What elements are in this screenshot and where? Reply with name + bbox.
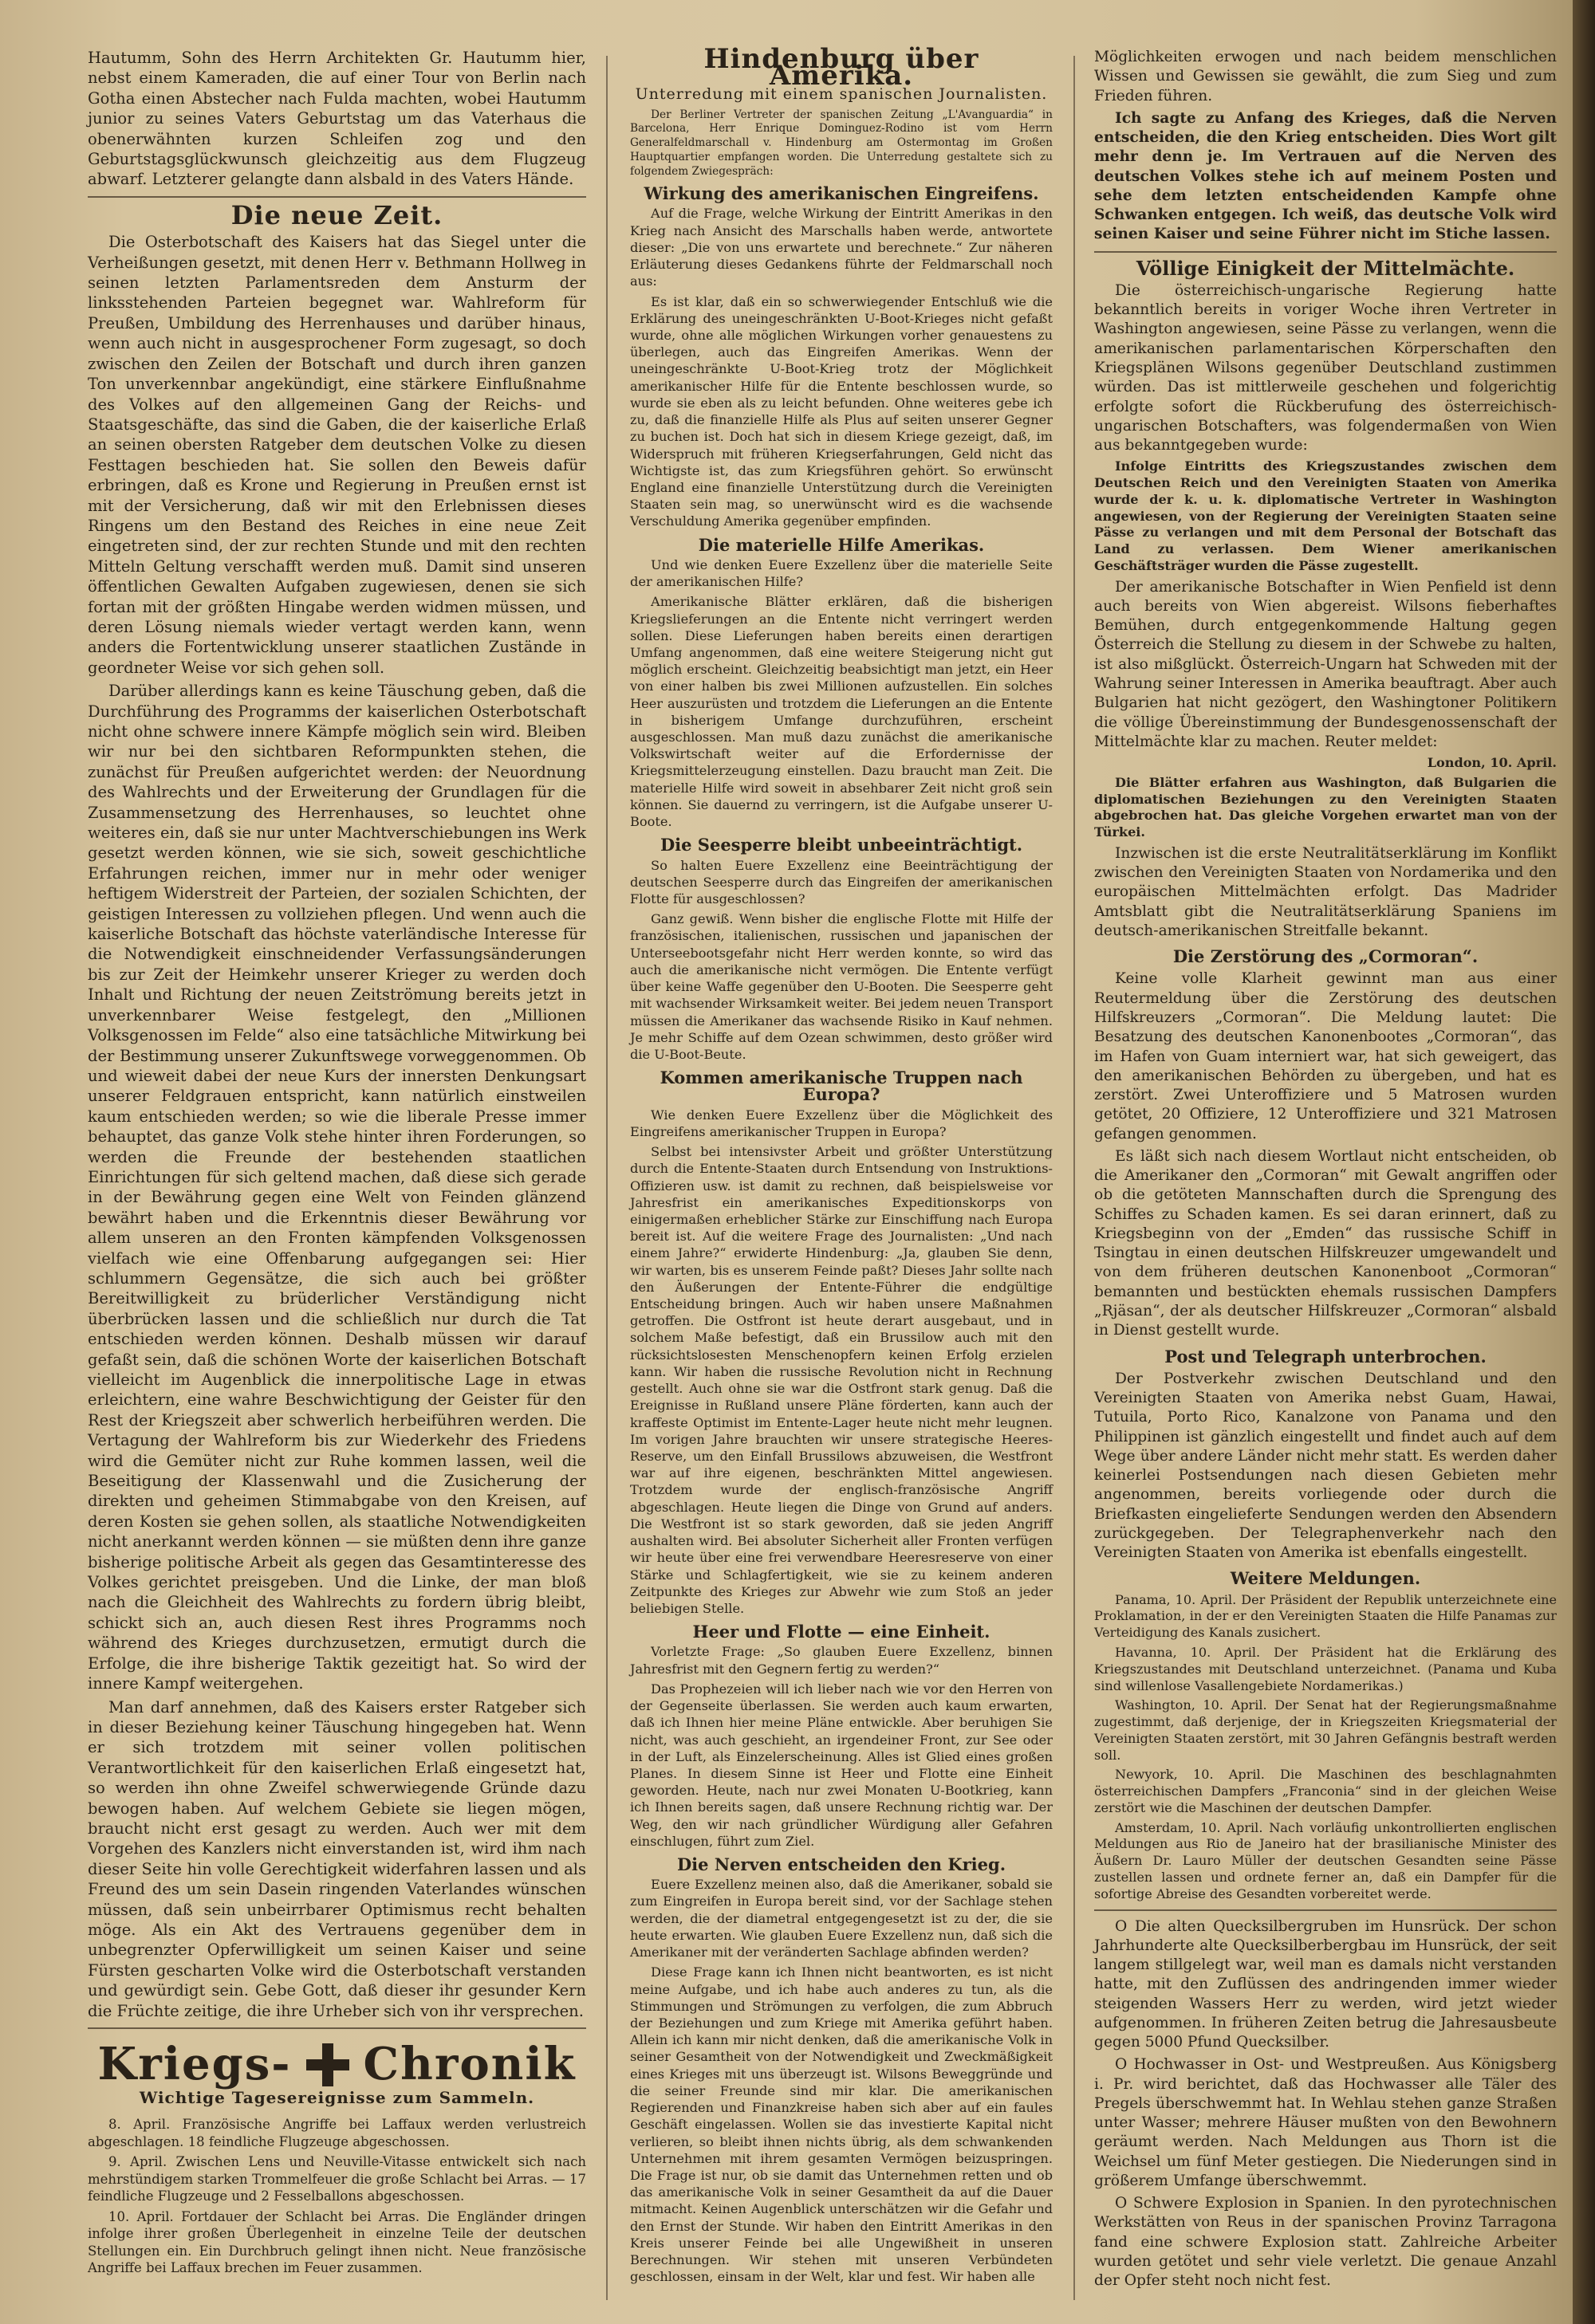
chronik-subtitle: Wichtige Tagesereignisse zum Sammeln.	[139, 2088, 535, 2107]
paragraph: Amerikanische Blätter erklären, daß die bisherigen Kriegslieferungen an die Entente nicht verringert werden sollen. Diese Lieferungen haben bereits einen derartigen Umfang angenommen, daß eine weitere Steigerung nicht gut möglich erscheint. Gleichzeitig beabsichtigt man jetzt, ein Heer von einer halben bis zwei Millionen aufzustellen. Ein solches Heer auszurüsten und trotzdem die Lieferungen an die Entente in bisherigem Umfange durchzuführen, erscheint ausgeschlossen. Man muß dazu zunächst die amerikanische Volkswirtschaft weiter auf die Erfordernisse der Kriegsmittelerzeugung einstellen. Dazu braucht man Zeit. Die materielle Hilfe wird soweit in absehbarer Zeit nicht groß sein können. Sie dauernd zu verringern, ist die Aufgabe unserer U-Boote.	[630, 594, 1053, 830]
section-heading: Die Nerven entscheiden den Krieg.	[676, 1854, 1006, 1875]
article-continuation: Möglichkeiten erwogen und nach beidem menschlichen Wissen und Gewissen sie gewählt, die zum Sieg und zum Frieden führen.	[1094, 49, 1557, 104]
kriegs-chronik-header	[88, 2038, 586, 2091]
intro-paragraph: Der Berliner Vertreter der spanischen Zeitung „L'Avanguardia“ in Barcelona, Herr Enrique Dominguez-Rodino ist vom Herrn Generalfeldmarschall v. Hindenburg am Ostermontag im Großen Hauptquartier empfangen worden. Die Unterredung gestaltete sich zu folgendem Zwiegespräch:	[630, 108, 1053, 178]
section-heading: Wirkung des amerikanischen Eingreifens.	[644, 183, 1039, 204]
news-item: O Hochwasser in Ost- und Westpreußen. Aus Königsberg i. Pr. wird berichtet, daß das Hochwasser alle Täler des Pregels überschwemmt hat. In Wehlau stehen ganze Straßen unter Wasser; mehrere Häuser mußten von den Bewohnern geräumt werden. Nach Meldungen aus Thorn ist die Weichsel um fünf Meter gestiegen. Die Niederungen sind in größerem Umfange überschwemmt.	[1094, 2056, 1557, 2189]
news-item: Amsterdam, 10. April. Nach vorläufig unkontrollierten englischen Meldungen aus Rio de Janeiro hat der brasilianische Minister des Äußern Dr. Lauro Müller der deutschen Gesandten seine Pässe zustellen lassen und ordnete ferner an, daß ein Dampfer für die sofortige Abreise des Gesandten vorbereitet werde.	[1094, 1819, 1557, 1901]
news-item: Panama, 10. April. Der Präsident der Republik unterzeichnete eine Proklamation, in der er den Vereinigten Staaten die Hilfe Panamas zur Verteidigung des Kanals zusichert.	[1094, 1591, 1557, 1641]
paragraph: Keine volle Klarheit gewinnt man aus einer Reutermeldung über die Zerstörung des deutschen Hilfskreuzers „Cormoran“. Die Meldung lautet: Die Besatzung des deutschen Kanonenbootes „Cormoran“, das im Hafen von Guam interniert war, hat sich geweigert, das den amerikanischen Behörden zu übergeben, und hat es zerstört. Zwei Unteroffiziere und 5 Matrosen wurden getötet, 20 Offiziere, 12 Unteroffiziere und 321 Matrosen gefangen genommen.	[1094, 970, 1557, 1142]
column-3	[1094, 48, 1557, 2295]
chronik-entry: 8. April. Französische Angriffe bei Laffaux werden verlustreich abgeschlagen. 18 feindliche Flugzeuge abgeschossen.	[88, 2117, 586, 2149]
paragraph: Infolge Eintritts des Kriegszustandes zwischen dem Deutschen Reich und den Vereinigten Staaten von Amerika wurde der k. u. k. diplomatische Vertreter in Washington angewiesen, von der Regierung der Vereinigten Staaten seine Pässe zu verlangen und mit dem Personal der Botschaft das Land zu verlassen. Dem Wiener amerikanischen Geschäftsträger wurden die Pässe zugestellt.	[1094, 458, 1557, 573]
chronik-entry: 9. April. Zwischen Lens und Neuville-Vitasse entwickelt sich nach mehrstündigem starken Trommelfeuer die große Schlacht bei Arras. — 17 feindliche Flugzeuge und 2 Fesselballons abgeschossen.	[88, 2154, 586, 2204]
column-rule-2	[1073, 56, 1075, 2300]
section-heading: Weitere Meldungen.	[1230, 1568, 1421, 1589]
subheadline: Unterredung mit einem spanischen Journalisten.	[635, 85, 1048, 104]
chronik-title-right: Chronik	[363, 2038, 577, 2091]
article-continuation: Hautumm, Sohn des Herrn Architekten Gr. Hautumm hier, nebst einem Kameraden, die auf einer Tour von Berlin nach Gotha einen Abstecher nach Fulda machten, wobei Hautumm junior zu seines Vaters Geburtstag um das Vaterhaus die obenerwähnten kurzen Schleifen zog und den Geburtstagsglückwunsch gleichzeitig aus dem Flugzeug abwarf. Letzterer gelangte dann alsbald in des Vaters Hände.	[88, 49, 586, 189]
paragraph: Man darf annehmen, daß des Kaisers erster Ratgeber sich in dieser Beziehung keiner Täuschung hingegeben hat. Wenn er sich trotzdem mit seiner vollen politischen Verantwortlichkeit für den kaiserlichen Erlaß eingesetzt hat, so werden ihn ohne Zweifel schwerwiegende Gründe dazu bewogen haben. Auf welchem Gebiete sie liegen mögen, braucht nicht erst gesagt zu werden. Auch wer mit dem Vorgehen des Kanzlers nicht einverstanden ist, wird ihm nach dieser Seite hin volle Gerechtigkeit widerfahren lassen und als Freund des um sein Dasein ringenden Vaterlandes wünschen müssen, daß sein unbeirrbarer Optimismus recht behalten möge. Als ein Akt des Vertrauens gegenüber dem in unbegrenzter Opferwilligkeit um seinen Kaiser und seine Fürsten gescharten Volke wird die Osterbotschaft verstanden und gewürdigt sein. Gebe Gott, daß dieser ihr gesunder Kern die Früchte zeitige, die ihre Urheber sich von ihr versprechen.	[88, 1697, 586, 2020]
paragraph: Euere Exzellenz meinen also, daß die Amerikaner, sobald sie zum Eingreifen in Europa bereit sind, vor der Sachlage stehen werden, die der diametral entgegengesetzt ist zu der, die sie heute erwarten. Wie glauben Euere Exzellenz nun, daß sich die Amerikaner mit der veränderten Sachlage abfinden werden?	[630, 1877, 1053, 1960]
paragraph: Der amerikanische Botschafter in Wien Penfield ist denn auch bereits von Wien abgereist. Wilsons fieberhaftes Bemühen, durch entgegenkommende Haltung gegen Österreich die Stellung zu diesem in der Schwebe zu halten, ist also mißglückt. Österreich-Ungarn hat Schweden mit der Wahrung seiner Interessen in Amerika beauftragt. Aber auch Bulgarien hat nicht gezögert, den Washingtoner Politikern die völlige Übereinstimmung der Bundesgenossenschaft der Mittelmächte klar zu machen. Reuter meldet:	[1094, 578, 1557, 750]
divider	[88, 2027, 586, 2029]
iron-cross-icon	[306, 2043, 349, 2086]
column-rule-1	[606, 56, 608, 2300]
paragraph: Die Osterbotschaft des Kaisers hat das Siegel unter die Verheißungen gesetzt, mit denen Herr v. Bethmann Hollweg in seinen letzten Parlamentsreden dem Ansturm der linksstehenden Parteien begegnet war. Wahlreform für Preußen, Umbildung des Herrenhauses und darüber hinaus, wenn auch nicht in ausgesprochener Form zugesagt, so doch zwischen den Zeilen der Botschaft und durch ihren ganzen Ton unverkennbar angekündigt, eine stärkere Einflußnahme des Volkes auf den allgemeinen Gang der Reichs- und Staatsgeschäfte, das sind die Gaben, die der kaiserliche Erlaß an seinen obersten Ratgeber dem deutschen Volke zu diesen Festtagen beschieden hat. Sie sollen den Beweis dafür erbringen, daß es Krone und Regierung in Preußen ernst ist mit der Versicherung, daß wir mit den Erlebnissen dieses Ringens um den Bestand des Reiches in eine neue Zeit eingetreten sind, der zur rechten Stunde und mit den rechten Mitteln Geltung verschafft werden muß. Damit sind unseren öffentlichen Gewalten Aufgaben zugewiesen, denen sie sich fortan mit der größten Hingabe werden widmen müssen, und deren Lösung niemals wieder vertagt werden kann, wenn anders die Fortentwicklung unserer staatlichen Zustände in geordneter Weise vor sich gehen soll.	[88, 233, 586, 677]
chronik-entry: 10. April. Fortdauer der Schlacht bei Arras. Die Engländer dringen infolge ihrer großen Überlegenheit in einzelne Teile der deutschen Stellungen ein. Ein Durchbruch gelingt ihnen nicht. Neue französische Angriffe bei Laffaux brechen im Feuer zusammen.	[88, 2208, 586, 2276]
paragraph: Diese Frage kann ich Ihnen nicht beantworten, es ist nicht meine Aufgabe, und ich habe auch anderes zu tun, als die Stimmungen und Strömungen zu verfolgen, die zum Abbruch der Beziehungen und zum Kriege mit Amerika geführt haben. Allein ich kann mir nicht denken, daß die amerikanische Volk in seiner Gesamtheit von der Notwendigkeit und Zweckmäßigkeit eines Krieges mit uns überzeugt ist. Wilsons Beweggründe und die seiner Freunde sind mir klar. Die amerikanischen Regierenden und Finanzkreise haben sich aber auf ein faules Geschäft eingelassen. Wollen sie das investierte Kapital nicht verlieren, so bleibt ihnen nichts übrig, als dem schwankenden Unternehmen mit ihrem gesamten Vermögen beizuspringen. Die Frage ist nur, ob sie damit das Unternehmen retten und ob das amerikanische Volk in seiner Gesamtheit da auf die Dauer mitmacht. Keinen Augenblick unterschätzen wir die Gefahr und den Ernst der Stunde. Wir haben den Eintritt Amerikas in den Kreis unserer Feinde bei alle Ungewißheit in unseren Berechnungen. Wir stehen mit unseren Verbündeten geschlossen, einsam in der Welt, klar und fest. Wir haben alle	[630, 1964, 1053, 2285]
paragraph: Ganz gewiß. Wenn bisher die englische Flotte mit Hilfe der französischen, italienischen, russischen und japanischen der Unterseebootsgefahr nicht Herr werden konnte, so wird das auch die amerikanische nicht vermögen. Die Entente verfügt über keine Waffe gegenüber den U-Booten. Die Seesperre geht mit wachsender Wirksamkeit weiter. Bei jedem neuen Transport müssen die Amerikaner das wachsende Risiko in Kauf nehmen. Je mehr Schiffe auf dem Ozean schwimmen, desto größer wird die U-Boot-Beute.	[630, 911, 1053, 1062]
paragraph: Wie denken Euere Exzellenz über die Möglichkeit des Eingreifens amerikanischer Truppen in Europa?	[630, 1107, 1053, 1139]
paragraph: Die österreichisch-ungarische Regierung hatte bekanntlich bereits in voriger Woche ihren Vertreter in Washington angewiesen, seine Pässe zu verlangen, wenn die amerikanischen parlamentarischen Körperschaften den Kriegsplänen Wilsons gegenüber Deutschland zustimmen würden. Das ist mittlerweile geschehen und folgerichtig erfolgte sofort die Rückberufung des österreichisch-ungarischen Botschafters, was folgendermaßen von Wien aus bekanntgegeben wurde:	[1094, 281, 1557, 454]
paragraph: Vorletzte Frage: „So glauben Euere Exzellenz, binnen Jahresfrist mit den Gegnern fertig zu werden?“	[630, 1644, 1053, 1677]
paragraph: Darüber allerdings kann es keine Täuschung geben, daß die Durchführung des Programms der kaiserlichen Osterbotschaft nicht ohne schwere innere Kämpfe möglich sein wird. Bleiben wir nur bei den sichtbaren Reformpunkten stehen, die zunächst für Preußen aufgerichtet werden: der Neuordnung des Wahlrechts und der Erweiterung der Grundlagen für die Zusammensetzung des Herrenhauses, so leuchtet ohne weiteres ein, daß sie nur unter Machtverschiebungen ins Werk gesetzt werden können, wie sie sich, soweit geschichtliche Erfahrungen reichen, immer nur in mehr oder weniger heftigem Widerstreit der Parteien, der sozialen Schichten, der geistigen Interessen zu vollziehen pflegen. Und wenn auch die kaiserliche Botschaft das höchste vaterländische Interesse für die Notwendigkeit einschneidender Verfassungsänderungen bis zur Zeit der Heimkehr unserer Krieger zu werden doch Inhalt und Richtung der neuen Zeitströmung bereits jetzt in unverkennbarer Weise festgelegt, den „Millionen Volksgenossen im Felde“ also eine tatsächliche Mitwirkung bei der Bestimmung unserer Zukunftswege vorweggenommen. Ob und wieweit dabei der neue Kurs der innersten Denkungsart unserer Feldgrauen entspricht, kann natürlich einstweilen kaum entschieden werden; so wie die liberale Presse immer behauptet, das ganze Volk stehe hinter ihren Forderungen, so werden die Freunde der bestehenden staatlichen Einrichtungen für sich geltend machen, daß diese sich gerade in der Bewährung gegen eine Welt von Feinden glänzend bewährt haben und die Erkenntnis dieser Bewährung vor allem unseren an den Fronten kämpfenden Volksgenossen vielfach wie eine Offenbarung aufgegangen sei: Hier schlummern Gegensätze, die sich auch bei größter Bereitwilligkeit zu brüderlicher Verständigung nicht überbrücken lassen und die schließlich nur durch die Tat entschieden werden können. Deshalb müssen wir darauf gefaßt sein, daß die schönen Worte der kaiserlichen Botschaft vielleicht im Augenblick die innerpolitische Lage in etwas erleichtern, eine wahre Beschwichtigung der Geister für den Rest der Kriegszeit aber schwerlich herbeiführen werden. Die Vertagung der Wahlreform bis zur Wiederkehr des Friedens wird die Gemüter nicht zur Ruhe kommen lassen, weil die Beseitigung der Klassenwahl und die Zusicherung der direkten und geheimen Stimmabgabe von den Kreisen, auf deren Kosten sie gehen sollen, als staatliche Notwendigkeiten nicht anerkannt werden können — sie müßten denn ihre ganze bisherige politische Arbeit als gegen das Gesamtinteresse des Volkes gerichtet preisgeben. Und die Linke, der man bloß nach die Gleichheit des Wahlrechts zu fordern übrig bleibt, schickt sich an, auch diesen Rest ihres Programms noch während des Krieges durchzusetzen, ermutigt durch die Erfolge, die ihre bisherige Taktik gezeitigt hat. So wird der innere Kampf weitergehen.	[88, 682, 586, 1693]
quote-paragraph: Ich sagte zu Anfang des Krieges, daß die Nerven entscheiden, die den Krieg entscheiden. Dies Wort gilt mehr denn je. Im Vertrauen auf die Nerven des deutschen Volkes stehe ich auf meinem Posten und sehe dem letzten entscheidenden Kampfe ohne Schwanken entgegen. Ich weiß, das deutsche Volk wird seinen Kaiser und seine Führer nicht im Stiche lassen.	[1094, 109, 1557, 243]
headline-hindenburg: Hindenburg über Amerika.	[703, 43, 979, 92]
paragraph: Die Blätter erfahren aus Washington, daß Bulgarien die diplomatischen Beziehungen zu den Vereinigten Staaten abgebrochen hat. Das gleiche Vorgehen erwartet man von der Türkei.	[1094, 774, 1557, 840]
section-heading: Heer und Flotte — eine Einheit.	[692, 1622, 990, 1642]
paragraph: Selbst bei intensivster Arbeit und größter Unterstützung durch die Entente-Staaten durch Entsendung von Instruktions-Offizieren usw. ist damit zu rechnen, daß beispielsweise vor Jahresfrist ein amerikanisches Expeditionskorps von einigermaßen erheblicher Stärke zur Einschiffung nach Europa bereit ist. Auf die weitere Frage des Journalisten: „Und nach einem Jahre?“ erwiderte Hindenburg: „Ja, glauben Sie denn, wir warten, bis es unserem Feinde paßt? Dieses Jahr sollte nach den Äußerungen der Entente-Führer die endgültige Entscheidung bringen. Auch wir haben unsere Maßnahmen getroffen. Die Ostfront ist heute derart ausgebaut, und in solchem Maße befestigt, daß ein Brussilow auch mit den rücksichtslosesten Menschenopfern keinen Erfolg erzielen kann. Wir haben die russische Revolution nicht in Rechnung gestellt. Auch ohne sie war die Ostfront stark genug. Daß die Ereignisse in Rußland unsere Pläne förderten, kann auch der kraffeste Optimist im Entente-Lager heute nicht mehr leugnen. Im vorigen Jahre brauchten wir unsere strategische Heeres-Reserve, um den Einfall Brussilows abzuweisen, die Westfront war auf ihre eigenen, beschränkten Mittel angewiesen. Trotzdem wurde der englisch-französische Angriff abgeschlagen. Heute liegen die Dinge von Grund auf anders. Die Westfront ist so stark geworden, daß sie jeden Angriff aushalten wird. Bei absoluter Sicherheit aller Fronten verfügen wir heute über eine frei verwendbare Heeresreserve von einer Stärke und Schlagfertigkeit, wie sie zu keinem anderen Zeitpunkte des Krieges zur Abwehr wie zum Stoß an jeder beliebigen Stelle.	[630, 1144, 1053, 1616]
paragraph: So halten Euere Exzellenz eine Beeinträchtigung der deutschen Seesperre durch das Eingreifen der amerikanischen Flotte für ausgeschlossen?	[630, 857, 1053, 906]
headline-neue-zeit: Die neue Zeit.	[230, 199, 443, 230]
paragraph: Der Postverkehr zwischen Deutschland und den Vereinigten Staaten von Amerika nebst Guam, Hawai, Tutuila, Porto Rico, Kanalzone von Panama und den Philippinen ist gänzlich eingestellt und findet auch auf dem Wege über andere Länder nicht mehr statt. Es werden daher keinerlei Postsendungen nach diesen Gebieten mehr angenommen, bereits vorliegende oder durch die Briefkasten eingelieferte Sendungen werden den Absendern zurückgegeben. Der Telegraphenverkehr nach den Vereinigten Staaten von Amerika ist ebenfalls eingestellt.	[1094, 1370, 1557, 1562]
section-heading: Die Zerstörung des „Cormoran“.	[1172, 946, 1479, 967]
column-2	[630, 43, 1053, 2289]
section-heading: Post und Telegraph unterbrochen.	[1164, 1346, 1487, 1366]
news-item: O Schwere Explosion in Spanien. In den pyrotechnischen Werkstätten von Reus in der spanischen Provinz Tarragona fand eine schwere Explosion statt. Zahlreiche Arbeiter wurden getötet und sehr viele verletzt. Die genaue Anzahl der Opfer steht noch nicht fest.	[1094, 2195, 1557, 2290]
section-heading: Völlige Einigkeit der Mittelmächte.	[1136, 256, 1515, 280]
dateline: London, 10. April.	[1427, 755, 1557, 771]
news-item: Washington, 10. April. Der Senat hat der Regierungsmaßnahme zugestimmt, daß derjenige, der in Kriegszeiten Kriegsmaterial der Vereinigten Staaten zerstört, mit 30 Jahren Gefängnis bestraft werden soll.	[1094, 1697, 1557, 1763]
chronik-title-left: Kriegs-	[97, 2038, 292, 2091]
paragraph: Auf die Frage, welche Wirkung der Eintritt Amerikas in den Krieg nach Ansicht des Marschalls haben werde, antwortete dieser: „Die von uns erwartete und berechnete.“ Zur näheren Erläuterung dieses Gedankens führte der Feldmarschall noch aus:	[630, 206, 1053, 289]
section-heading: Kommen amerikanische Truppen nach Europa?	[660, 1068, 1023, 1105]
paragraph: Es läßt sich nach diesem Wortlaut nicht entscheiden, ob die Amerikaner den „Cormoran“ mit Gewalt angriffen oder ob die getöteten Mannschaften durch die Sprengung des Schiffes zu Schaden kamen. Es sei daran erinnert, daß zu Kriegsbeginn von der „Emden“ das russische Schiff in Tsingtau in einen deutschen Hilfskreuzer umgewandelt und von dem früheren deutschen Kanonenboot „Cormoran“ bemannten und bestückten ehemals russischen Dampfers „Rjäsan“, der als deutscher Hilfskreuzer „Cormoran“ alsbald in Dienst gestellt wurde.	[1094, 1147, 1557, 1339]
divider	[1094, 251, 1557, 253]
news-item: O Die alten Quecksilbergruben im Hunsrück. Der schon Jahrhunderte alte Quecksilberbergbau im Hunsrück, der seit langem stillgelegt war, weil man es damals nicht verstanden hatte, mit den Zuflüssen des andringenden immer wieder steigenden Wassers Herr zu werden, wird jetzt wieder aufgenommen. In früheren Zeiten betrug die Jahresausbeute gegen 5000 Pfund Quecksilber.	[1094, 1917, 1557, 2051]
divider	[1094, 1909, 1557, 1911]
paragraph: Es ist klar, daß ein so schwerwiegender Entschluß wie die Erklärung des uneingeschränkten U-Boot-Krieges nicht gefaßt wurde, ohne alle möglichen Wirkungen vorher genauestens zu überlegen, auch das Eingreifen Amerikas. Wenn der uneingeschränkte U-Boot-Krieg trotz der Möglichkeit amerikanischer Hilfe für die Entente beschlossen wurde, so wurde sie eben als zu leicht befunden. Ohne weiteres gebe ich zu, daß die finanzielle Hilfe als Plus auf seiten unserer Gegner zu buchen ist. Doch hat sich in diesem Kriege gezeigt, daß, im Widerspruch mit früheren Kriegserfahrungen, Geld nicht das Wichtigste ist, das zum Kriegsführen gehört. So erwünscht England eine finanzielle Unterstützung durch die Vereinigten Staaten sein mag, so unerwünscht wird es die wachsende Verschuldung Amerika gegenüber empfinden.	[630, 293, 1053, 529]
paragraph: Und wie denken Euere Exzellenz über die materielle Seite der amerikanischen Hilfe?	[630, 556, 1053, 590]
paragraph: Inzwischen ist die erste Neutralitätserklärung im Konflikt zwischen den Vereinigten Staaten von Nordamerika und den europäischen Mittelmächten erfolgt. Das Madrider Amtsblatt gibt die Neutralitätserklärung Spaniens im deutsch-amerikanischen Streitfalle bekannt.	[1094, 844, 1557, 939]
news-item: Havanna, 10. April. Der Präsident hat die Erklärung des Kriegszustandes mit Deutschland unterzeichnet. (Panama und Kuba sind willenlose Vasallengebiete Nordamerikas.)	[1094, 1645, 1557, 1693]
paragraph: Das Prophezeien will ich lieber nach wie vor den Herren von der Gegenseite überlassen. Sie werden auch kaum erwarten, daß ich Ihnen hier meine Pläne entwickle. Aber beruhigen Sie nicht, was auch geschieht, an irgendeiner Front, zur See oder in der Luft, als Einzelerscheinung. Alles ist Glied eines großen Planes. In diesem Sinne ist Heer und Flotte eine Einheit geworden. Heute, nach nur zwei Monaten U-Bootkrieg, kann ich Ihnen bereits sagen, daß unsere Rechnung richtig war. Der Weg, den wir nach gründlicher Würdigung aller Gefahren einschlugen, führt zum Ziel.	[630, 1681, 1053, 1849]
divider	[88, 196, 586, 198]
news-item: Newyork, 10. April. Die Maschinen des beschlagnahmten österreichischen Dampfers „Franconia“ sind in der gleichen Weise zerstört wie die Maschinen der deutschen Dampfer.	[1094, 1767, 1557, 1815]
section-heading: Die Seesperre bleibt unbeeinträchtigt.	[660, 835, 1023, 855]
section-heading: Die materielle Hilfe Amerikas.	[698, 534, 985, 555]
column-1	[88, 48, 586, 2280]
binding-edge	[1573, 0, 1595, 2324]
